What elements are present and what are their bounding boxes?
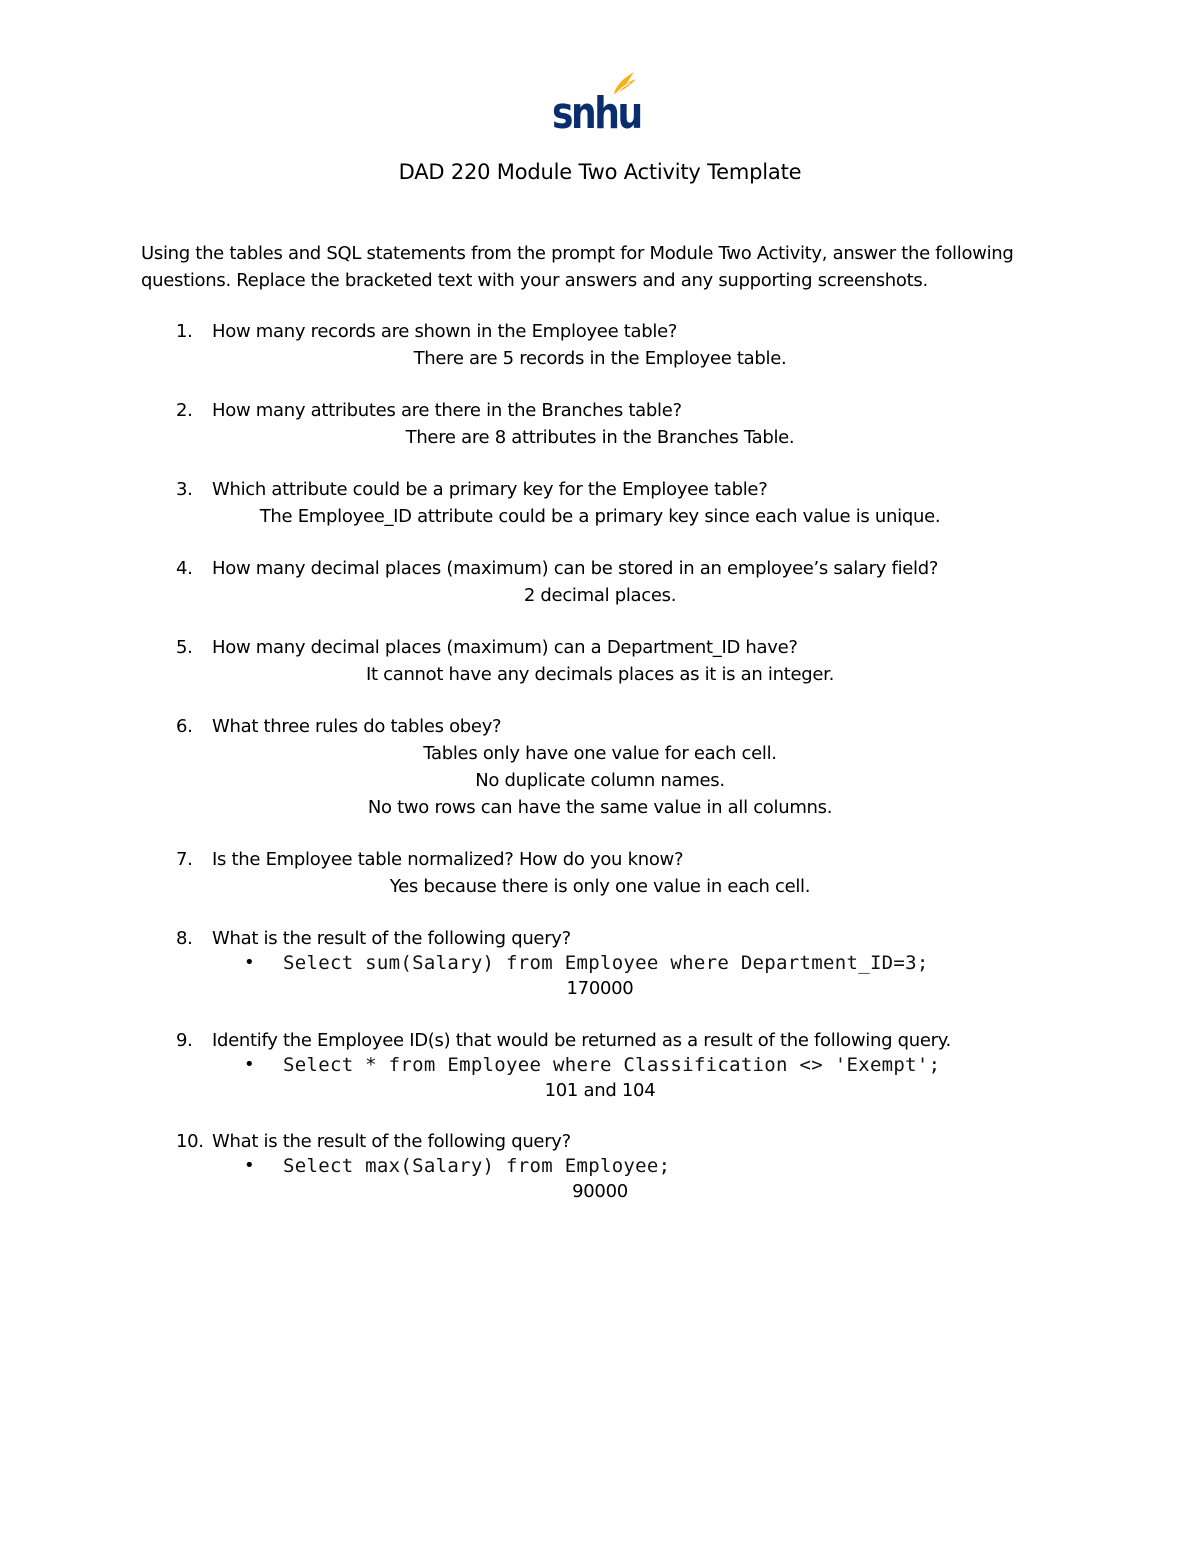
answer-text: Yes because there is only one value in each cell. — [389, 876, 811, 897]
answer-text: No two rows can have the same value in all columns. — [367, 797, 833, 818]
answer-text: 90000 — [572, 1181, 628, 1202]
answer-text: There are 5 records in the Employee table. — [413, 348, 787, 369]
question-number: 10. — [176, 1131, 204, 1152]
question-number: 2. — [176, 400, 193, 421]
question-text: Identify the Employee ID(s) that would be returned as a result of the following query. — [212, 1030, 951, 1051]
answer-text: 2 decimal places. — [523, 585, 677, 606]
question-text: What is the result of the following query? — [212, 928, 571, 949]
question-text: Which attribute could be a primary key for the Employee table? — [212, 479, 768, 500]
question-number: 7. — [176, 849, 193, 870]
answer-text: 170000 — [566, 978, 634, 999]
question-number: 6. — [176, 716, 193, 737]
question-number: 9. — [176, 1030, 193, 1051]
question-number: 3. — [176, 479, 193, 500]
question-text: How many attributes are there in the Branches table? — [212, 400, 682, 421]
page-title: DAD 220 Module Two Activity Template — [398, 160, 802, 184]
question-number: 8. — [176, 928, 193, 949]
question-number: 1. — [176, 321, 193, 342]
bullet-icon: • — [244, 1054, 255, 1075]
question-text: What three rules do tables obey? — [212, 716, 502, 737]
bullet-icon: • — [244, 1155, 255, 1176]
question-text: How many records are shown in the Employee table? — [212, 321, 678, 342]
question-number: 4. — [176, 558, 193, 579]
question-text: What is the result of the following query? — [212, 1131, 571, 1152]
intro-paragraph: Using the tables and SQL statements from the prompt for Module Two Activity, answer the following questions. Replace the bracketed text with your answers and any supporting screenshots. — [141, 243, 1014, 291]
answer-text: 101 and 104 — [544, 1080, 656, 1101]
question-text: How many decimal places (maximum) can a Department_ID have? — [212, 637, 798, 658]
question-text: How many decimal places (maximum) can be stored in an employee’s salary field? — [212, 558, 939, 579]
answer-text: There are 8 attributes in the Branches Table. — [405, 427, 795, 448]
sql-query: Select sum(Salary) from Employee where Department_ID=3; — [283, 952, 929, 974]
sql-query: Select * from Employee where Classification <> 'Exempt'; — [283, 1054, 941, 1076]
snhu-logo — [552, 70, 644, 139]
sql-query: Select max(Salary) from Employee; — [283, 1155, 671, 1177]
answer-text: The Employee_ID attribute could be a primary key since each value is unique. — [259, 506, 941, 527]
answer-text: No duplicate column names. — [475, 770, 725, 791]
answer-text: Tables only have one value for each cell. — [423, 743, 777, 764]
question-number: 5. — [176, 637, 193, 658]
question-text: Is the Employee table normalized? How do you know? — [212, 849, 684, 870]
bullet-icon: • — [244, 952, 255, 973]
answer-text: It cannot have any decimals places as it is an integer. — [365, 664, 835, 685]
logo-wordmark: snhu — [552, 88, 641, 139]
